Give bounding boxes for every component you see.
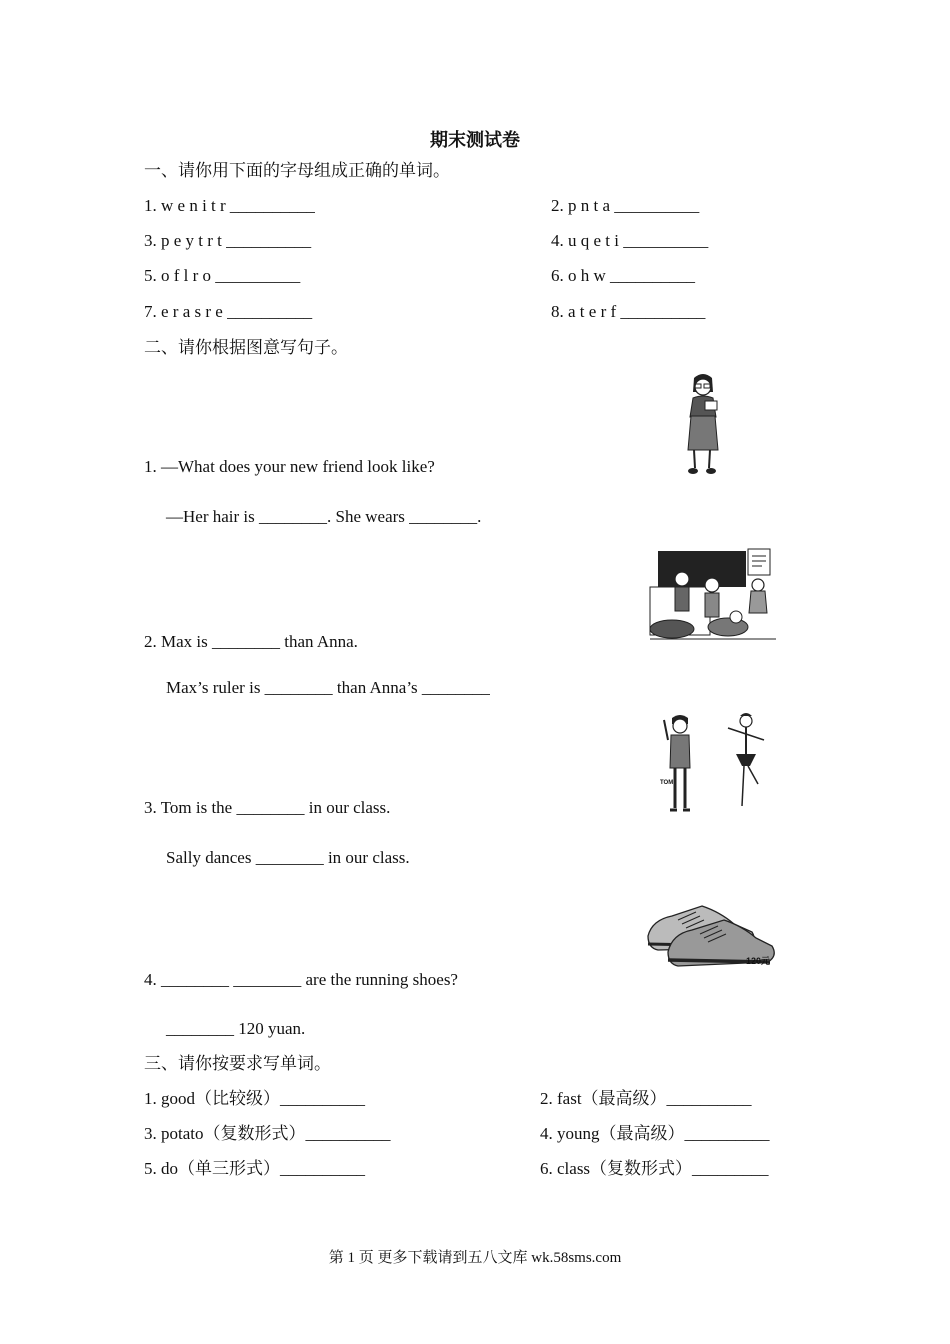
q3-line1: 3. Tom is the ________ in our class.: [144, 798, 391, 817]
s1-item-1: 1. w e n i t r __________: [144, 196, 315, 215]
s3-item-5: 5. do（单三形式）__________: [144, 1159, 365, 1178]
q4-line1: 4. ________ ________ are the running shoes?: [144, 970, 458, 989]
s3-item-2: 2. fast（最高级）__________: [540, 1089, 752, 1108]
tom-and-sally-illustration: [660, 712, 778, 814]
s3-item-1: 1. good（比较级）__________: [144, 1089, 365, 1108]
section2-heading: 二、请你根据图意写句子。: [144, 338, 348, 357]
s1-item-6: 6. o h w __________: [551, 266, 696, 285]
section1-heading: 一、请你用下面的字母组成正确的单词。: [144, 161, 450, 180]
price-label: 120元: [746, 956, 771, 966]
page-title: 期末测试卷: [430, 130, 520, 150]
s1-item-3: 3. p e y t r t __________: [144, 231, 312, 250]
q3-line2: Sally dances ________ in our class.: [166, 848, 410, 867]
s3-item-6: 6. class（复数形式）_________: [540, 1159, 769, 1178]
classroom-illustration: [648, 547, 778, 645]
s1-item-2: 2. p n t a __________: [551, 196, 700, 215]
q2-line2: Max’s ruler is ________ than Anna’s ________: [166, 678, 490, 697]
tom-label: TOM: [660, 780, 674, 786]
running-shoes-illustration: [644, 890, 784, 972]
s3-item-3: 3. potato（复数形式）__________: [144, 1124, 391, 1143]
s1-item-5: 5. o f l r o __________: [144, 266, 301, 285]
s1-item-7: 7. e r a s r e __________: [144, 302, 313, 321]
s1-item-8: 8. a t e r f __________: [551, 302, 706, 321]
q4-line2: ________ 120 yuan.: [166, 1019, 306, 1038]
s1-item-4: 4. u q e t i __________: [551, 231, 709, 250]
page-footer: 第 1 页 更多下载请到五八文库 wk.58sms.com: [328, 1250, 622, 1266]
q2-line1: 2. Max is ________ than Anna.: [144, 632, 358, 651]
s3-item-4: 4. young（最高级）__________: [540, 1124, 770, 1143]
q1-line1: 1. —What does your new friend look like?: [144, 457, 435, 476]
girl-illustration: [680, 372, 726, 476]
q1-line2: —Her hair is ________. She wears ________.: [166, 507, 482, 526]
section3-heading: 三、请你按要求写单词。: [144, 1054, 331, 1073]
